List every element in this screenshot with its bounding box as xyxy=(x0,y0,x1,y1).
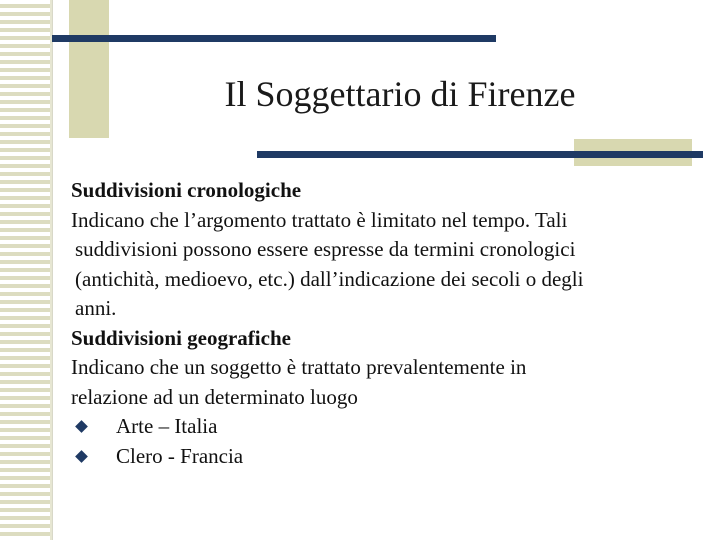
accent-bar-bottom xyxy=(257,151,703,158)
slide-title: Il Soggettario di Firenze xyxy=(224,74,576,114)
section-heading-chronological: Suddivisioni cronologiche xyxy=(71,178,302,202)
body-line: Indicano che un soggetto è trattato prevalentemente in xyxy=(71,355,527,379)
diamond-bullet-icon xyxy=(75,450,88,463)
left-stripe-decoration xyxy=(0,0,52,540)
body-line: anni. xyxy=(75,296,117,320)
body-line: suddivisioni possono essere espresse da termini cronologici xyxy=(75,237,576,261)
list-item-label: Arte – Italia xyxy=(116,414,218,438)
accent-block-top xyxy=(69,0,109,138)
body-line: (antichità, medioevo, etc.) dall’indicazione dei secoli o degli xyxy=(75,266,584,291)
diamond-bullet-icon xyxy=(75,420,88,433)
list-item-label: Clero - Francia xyxy=(116,443,244,468)
list-item xyxy=(71,442,701,472)
vertical-rule xyxy=(52,0,53,540)
slide-body xyxy=(71,176,701,471)
section-heading-geographic: Suddivisioni geografiche xyxy=(71,325,291,350)
list-item xyxy=(71,412,701,442)
body-line: Indicano che l’argomento trattato è limitato nel tempo. Tali xyxy=(71,207,568,232)
body-line: relazione ad un determinato luogo xyxy=(71,384,358,409)
accent-bar-top xyxy=(52,35,496,42)
